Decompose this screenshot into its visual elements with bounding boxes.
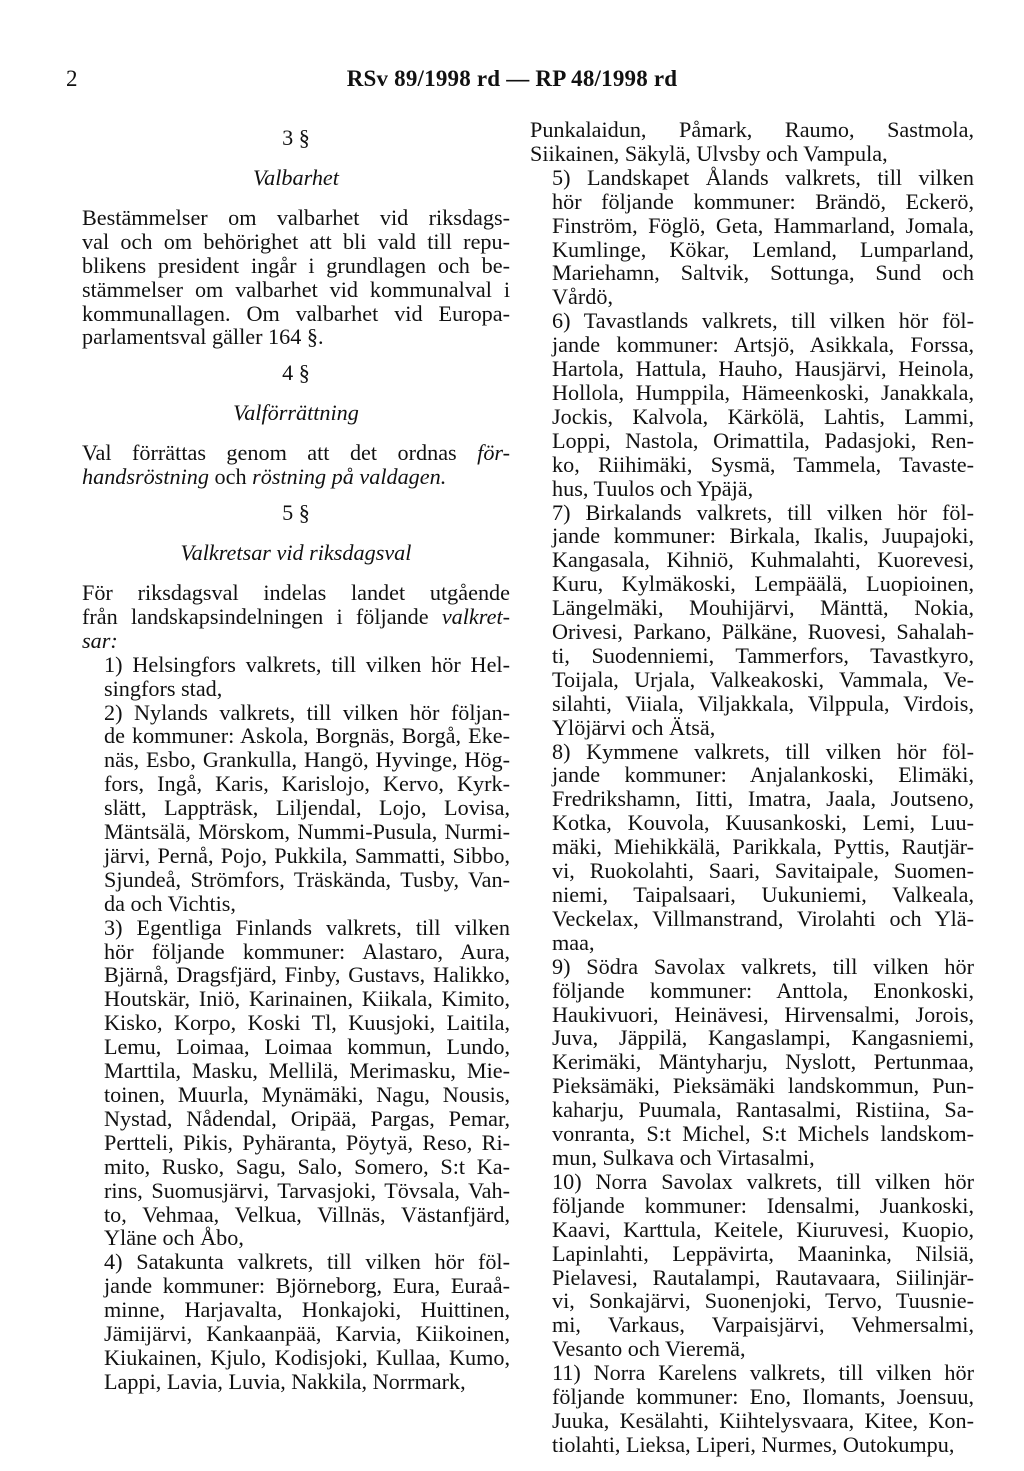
text-run-italic: valkret- (441, 603, 510, 629)
valkrets-list-left (82, 653, 510, 1394)
list-item (530, 1361, 974, 1457)
text-line: mun, Sulkava och Virtasalmi, (552, 1144, 815, 1170)
text-line: stämmelser om valbarhet vid kommunalval i (82, 276, 510, 302)
text-line: mäki, Miehikkälä, Parikkala, Pyttis, Rautjär- (552, 834, 974, 860)
text-line: Kiukainen, Kjulo, Kodisjoki, Kullaa, Kumo, (104, 1344, 510, 1370)
section-title: Valbarhet (253, 165, 339, 190)
text-line: Lemu, Loimaa, Loimaa kommun, Lundo, (104, 1034, 510, 1060)
text-line: följande kommuner: Eno, Ilomants, Joensuu, (552, 1384, 974, 1410)
text-line: Siikainen, Säkylä, Ulvsby och Vampula, (530, 140, 888, 166)
text-run-italic: sar: (82, 627, 118, 653)
text-run-italic: för- (477, 440, 510, 466)
list-item (82, 653, 510, 701)
text-line: vi, Sonkajärvi, Suonenjoki, Tervo, Tuusnie- (552, 1288, 974, 1314)
text-line: to, Vehmaa, Velkua, Villnäs, Västanfjärd, (104, 1201, 510, 1227)
left-column (82, 118, 510, 1394)
text-line: Marttila, Masku, Mellilä, Merimasku, Mie- (104, 1058, 510, 1084)
section-number: 5 § (282, 500, 310, 526)
text-line: näs, Esbo, Grankulla, Hangö, Hyvinge, Hög- (104, 747, 510, 773)
text-run: från landskapsindelningen i följande (82, 603, 442, 629)
list-item (82, 916, 510, 1251)
text-run-italic: röstning på valdagen. (252, 464, 447, 490)
text-line: Juuka, Kesälahti, Kiihtelysvaara, Kitee, Kon- (552, 1407, 974, 1433)
text-line: Hartola, Hattula, Hauho, Hausjärvi, Heinola, (552, 356, 974, 382)
text-line: maa, (552, 929, 595, 955)
list-item (530, 309, 974, 500)
text-line: toinen, Muurla, Mynämäki, Nagu, Nousis, (104, 1082, 510, 1107)
list-item (530, 955, 974, 1170)
text-line: Vårdö, (552, 284, 613, 310)
text-run-italic: handsröstning (82, 464, 209, 490)
list-item (530, 118, 974, 166)
text-line: järvi, Pernå, Pojo, Pukkila, Sammatti, Sibbo, (104, 842, 510, 868)
text-line: Kaavi, Karttula, Keitele, Kiuruvesi, Kuopio, (552, 1216, 974, 1242)
text-line: hör följande kommuner: Brändö, Eckerö, (552, 188, 974, 214)
text-line: Sjundeå, Strömfors, Träskända, Tusby, Van- (104, 866, 510, 892)
text-line: Fredrikshamn, Iitti, Imatra, Jaala, Joutseno, (552, 786, 974, 812)
text-line: 6) Tavastlands valkrets, till vilken hör föl- (552, 308, 974, 334)
list-item (82, 1250, 510, 1393)
list-item (530, 166, 974, 309)
text-line: jande kommuner: Björneborg, Eura, Euraå- (104, 1273, 510, 1299)
text-line: ko, Riihimäki, Sysmä, Tammela, Tavaste- (552, 451, 974, 477)
text-line: 1) Helsingfors valkrets, till vilken hör Hel- (104, 651, 510, 677)
text-line: niemi, Taipalsaari, Uukuniemi, Valkeala, (552, 882, 974, 907)
text-line: Kangasala, Kihniö, Kuhmalahti, Kuorevesi, (552, 547, 974, 573)
section-title: Valkretsar vid riksdagsval (180, 540, 412, 566)
text-line: 9) Södra Savolax valkrets, till vilken hör (552, 953, 974, 979)
paragraph-valforrattning (82, 441, 510, 489)
text-line: vonranta, S:t Michel, S:t Michels landskom- (552, 1121, 974, 1147)
page-number: 2 (66, 66, 78, 91)
text-line: jande kommuner: Birkala, Ikalis, Juupajoki, (552, 523, 974, 549)
text-line: Jämijärvi, Kankaanpää, Karvia, Kiikoinen, (104, 1321, 510, 1347)
text-line: 3) Egentliga Finlands valkrets, till vilken (104, 914, 510, 940)
text-line: Hollola, Humppila, Hämeenkoski, Janakkala, (552, 379, 974, 405)
text-line: Pielavesi, Rautalampi, Rautavaara, Siilinjär- (552, 1264, 974, 1290)
text-line: silahti, Viiala, Viljakkala, Vilppula, Virdois, (552, 690, 974, 716)
text-line: Kumlinge, Kökar, Lemland, Lumparland, (552, 236, 974, 262)
text-line (82, 605, 510, 629)
text-line: Mäntsälä, Mörskom, Nummi-Pusula, Nurmi- (104, 819, 510, 845)
list-item (530, 740, 974, 955)
text-line: Kerimäki, Mäntyharju, Nyslott, Pertunmaa, (552, 1049, 974, 1075)
right-column (530, 118, 974, 1457)
text-line: singfors stad, (104, 675, 223, 701)
page-header (0, 66, 1024, 96)
text-line: slätt, Lappträsk, Liljendal, Lojo, Lovisa, (104, 795, 510, 821)
text-line: Jockis, Kalvola, Kärkölä, Lahtis, Lammi, (552, 403, 974, 429)
text-line: Pertteli, Pikis, Pyhäranta, Pöytyä, Reso, Ri- (104, 1129, 510, 1155)
text-line: Houtskär, Iniö, Karinainen, Kiikala, Kimito, (104, 986, 510, 1012)
text-line: jande kommuner: Anjalankoski, Elimäki, (552, 762, 974, 788)
text-line: kommunallagen. Om valbarhet vid Europa- (82, 300, 510, 326)
text-line: rins, Suomusjärvi, Tarvasjoki, Tövsala, Vah- (104, 1177, 510, 1203)
paragraph-valkretsar-intro (82, 581, 510, 653)
text-line: Vesanto och Vieremä, (552, 1336, 746, 1362)
text-line: 2) Nylands valkrets, till vilken hör följan- (104, 699, 510, 725)
text-line (82, 441, 510, 465)
text-line: Toijala, Urjala, Valkeakoski, Vammala, Ve- (552, 666, 974, 692)
text-line: blikens president ingår i grundlagen och be- (82, 252, 510, 278)
list-item (530, 1170, 974, 1361)
text-line: följande kommuner: Anttola, Enonkoski, (552, 977, 974, 1003)
text-line: Yläne och Åbo, (104, 1225, 244, 1251)
text-line: kaharju, Puumala, Rantasalmi, Ristiina, Sa- (552, 1097, 974, 1123)
running-head: RSv 89/1998 rd — RP 48/1998 rd (346, 66, 678, 91)
text-line: mi, Varkaus, Varpaisjärvi, Vehmersalmi, (552, 1312, 974, 1338)
text-line: Lapinlahti, Leppävirta, Maaninka, Nilsiä, (552, 1240, 974, 1266)
text-line (82, 629, 510, 653)
text-line: fors, Ingå, Karis, Karislojo, Kervo, Kyrk- (104, 771, 510, 797)
text-line: Nystad, Nådendal, Oripää, Pargas, Pemar, (104, 1105, 510, 1131)
text-line: Mariehamn, Saltvik, Sottunga, Sund och (552, 260, 974, 286)
text-line: Ylöjärvi och Ätsä, (552, 714, 716, 740)
section-number: 4 § (282, 360, 310, 386)
valkrets-list-right (530, 118, 974, 1457)
section-number: 3 § (282, 125, 310, 150)
text-line: 4) Satakunta valkrets, till vilken hör föl- (104, 1249, 510, 1275)
text-run: och (208, 464, 253, 490)
text-line: följande kommuner: Idensalmi, Juankoski, (552, 1192, 974, 1218)
text-line (82, 465, 510, 489)
text-line: För riksdagsval indelas landet utgående (82, 579, 510, 605)
text-line: 5) Landskapet Ålands valkrets, till vilken (552, 164, 974, 190)
text-line: Bjärnå, Dragsfjärd, Finby, Gustavs, Halikko, (104, 962, 510, 988)
list-item (530, 501, 974, 740)
text-line: Bestämmelser om valbarhet vid riksdags- (82, 204, 510, 230)
text-line: mito, Rusko, Sagu, Salo, Somero, S:t Ka- (104, 1153, 510, 1179)
text-line: 10) Norra Savolax valkrets, till vilken hör (552, 1168, 974, 1194)
text-line: Längelmäki, Mouhijärvi, Mänttä, Nokia, (552, 595, 974, 621)
text-run: Val förrättas genom att det ordnas (82, 440, 478, 466)
text-line: Loppi, Nastola, Orimattila, Padasjoki, Ren- (552, 427, 974, 453)
list-item (82, 701, 510, 916)
text-line: 8) Kymmene valkrets, till vilken hör föl- (552, 738, 974, 764)
text-line: Pieksämäki, Pieksämäki landskommun, Pun- (552, 1073, 974, 1099)
text-line: parlamentsval gäller 164 §. (82, 324, 324, 350)
text-line: Kuru, Kylmäkoski, Lempäälä, Luopioinen, (552, 571, 974, 597)
text-line: hus, Tuulos och Ypäjä, (552, 475, 754, 501)
text-line: 7) Birkalands valkrets, till vilken hör föl- (552, 499, 974, 525)
text-line: tiolahti, Lieksa, Liperi, Nurmes, Outokumpu, (552, 1431, 955, 1457)
paragraph-valbarhet (82, 206, 510, 349)
section-title: Valförrättning (233, 400, 359, 426)
text-line: da och Vichtis, (104, 890, 236, 916)
text-line: de kommuner: Askola, Borgnäs, Borgå, Eke- (104, 723, 510, 749)
text-line: Kisko, Korpo, Koski Tl, Kuusjoki, Laitila, (104, 1010, 510, 1036)
text-line: Orivesi, Parkano, Pälkäne, Ruovesi, Sahalah- (552, 619, 974, 645)
text-line: Kotka, Kouvola, Kuusankoski, Lemi, Luu- (552, 810, 974, 836)
text-line: Punkalaidun, Påmark, Raumo, Sastmola, (530, 117, 974, 142)
text-line: Veckelax, Villmanstrand, Virolahti och Ylä- (552, 905, 974, 931)
text-line: Lappi, Lavia, Luvia, Nakkila, Norrmark, (104, 1368, 466, 1394)
text-line: jande kommuner: Artsjö, Asikkala, Forssa, (552, 332, 974, 358)
text-line: hör följande kommuner: Alastaro, Aura, (104, 938, 510, 964)
text-line: Finström, Föglö, Geta, Hammarland, Jomala, (552, 212, 974, 238)
text-line: vi, Ruokolahti, Saari, Savitaipale, Suomen- (552, 858, 974, 884)
text-line: ti, Suodenniemi, Tammerfors, Tavastkyro, (552, 642, 974, 668)
text-line: 11) Norra Karelens valkrets, till vilken hör (552, 1360, 974, 1386)
text-line: minne, Harjavalta, Honkajoki, Huittinen, (104, 1297, 510, 1323)
text-line: Haukivuori, Heinävesi, Hirvensalmi, Jorois, (552, 1001, 974, 1027)
text-line: val och om behörighet att bli vald till repu- (82, 228, 510, 254)
text-line: Juva, Jäppilä, Kangaslampi, Kangasniemi, (552, 1025, 974, 1051)
